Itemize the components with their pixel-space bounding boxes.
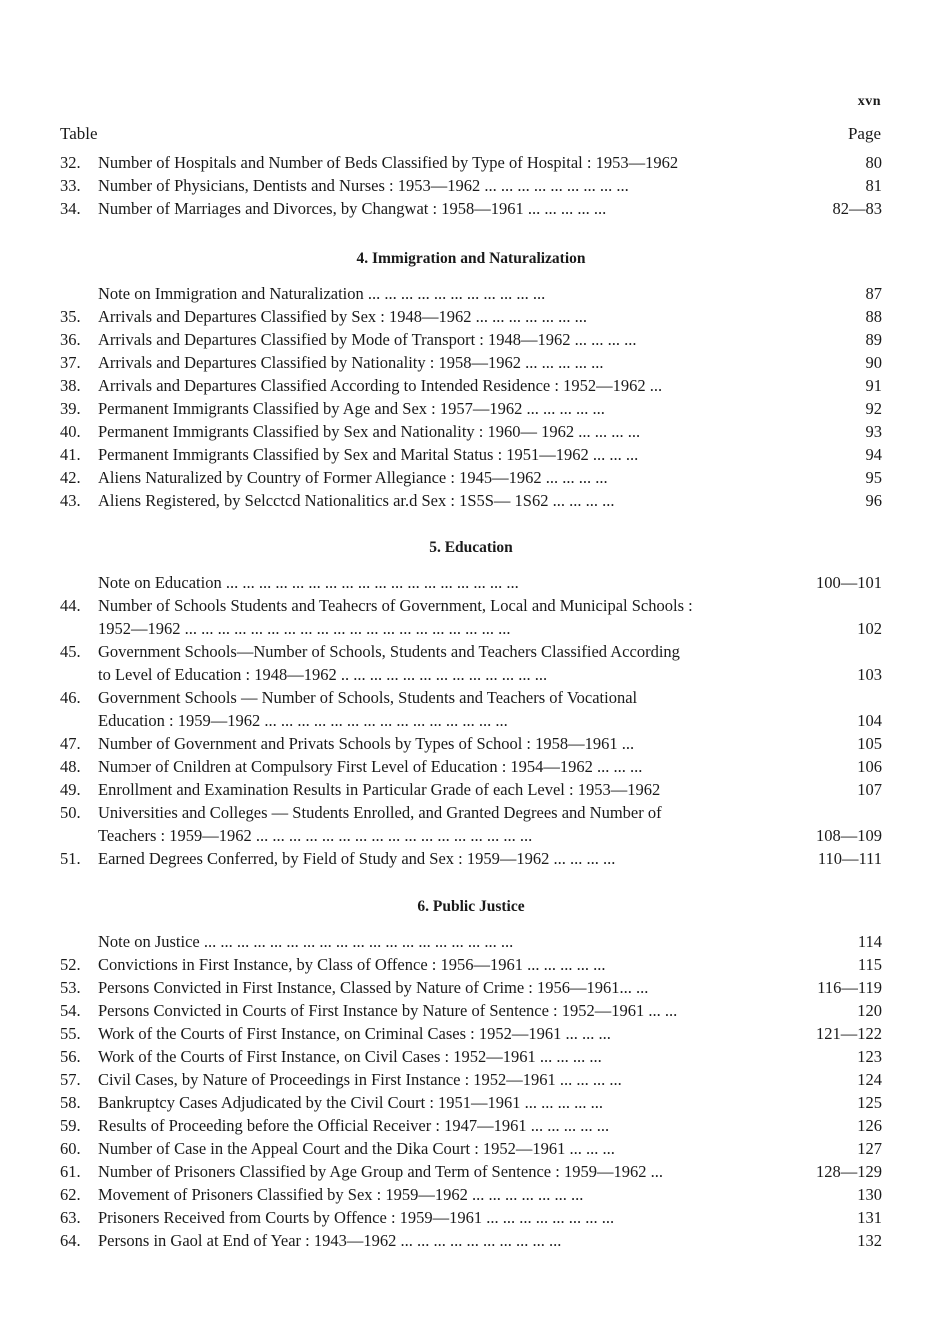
table-number: 42.: [60, 468, 81, 487]
table-title: Work of the Courts of First Instance, on Criminal Cases : 1952—1961 ... ... ...: [98, 1024, 611, 1043]
page-number: 92: [865, 399, 882, 418]
page-number: 126: [857, 1116, 882, 1135]
page-number: 93: [865, 422, 882, 441]
table-number: 49.: [60, 780, 81, 799]
table-number: 46.: [60, 688, 81, 707]
toc-entry-row: [60, 709, 882, 732]
table-title: Aliens Registered, by Selcctcd Nationalitics ar.d Sex : 1S5S— 1S62 ... ... ... ...: [98, 491, 615, 510]
toc-entry-row: [60, 328, 882, 351]
table-title: Note on Justice ... ... ... ... ... ... ... ... ... ... ... ... ... ... ... ... ... ... ...: [98, 932, 514, 951]
page-number: 108—109: [816, 826, 882, 845]
table-number: 43.: [60, 491, 81, 510]
table-title: Number of Marriages and Divorces, by Changwat : 1958—1961 ... ... ... ... ...: [98, 199, 607, 218]
table-number: [60, 571, 98, 594]
table-number: 35.: [60, 307, 81, 326]
toc-entry-row: [60, 1206, 882, 1229]
table-title: Aliens Naturalized by Country of Former Allegiance : 1945—1962 ... ... ... ...: [98, 468, 608, 487]
page-number: 131: [857, 1208, 882, 1227]
table-number: 64.: [60, 1231, 81, 1250]
table-number: 57.: [60, 1070, 81, 1089]
page-number: 91: [865, 376, 882, 395]
toc-entry-row: [60, 1022, 882, 1045]
toc-entry-row: [60, 351, 882, 374]
table-number: [60, 663, 98, 686]
table-number: 41.: [60, 445, 81, 464]
table-number: 59.: [60, 1116, 81, 1135]
table-title: Permanent Immigrants Classified by Age and Sex : 1957—1962 ... ... ... ... ...: [98, 399, 605, 418]
table-title: Number of Case in the Appeal Court and the Dika Court : 1952—1961 ... ... ...: [98, 1139, 615, 1158]
table-title: Persons in Gaol at End of Year : 1943—1962 ... ... ... ... ... ... ... ... ... ...: [98, 1231, 562, 1250]
section-heading: 4. Immigration and Naturalization: [356, 250, 586, 267]
toc-entry-row: [60, 489, 882, 512]
page-number: 82—83: [832, 199, 882, 218]
table-title: Permanent Immigrants Classified by Sex and Nationality : 1960— 1962 ... ... ... ...: [98, 422, 641, 441]
toc-entry-row: [60, 571, 882, 594]
column-header-page: Page: [847, 124, 881, 143]
page-number: 128—129: [816, 1162, 882, 1181]
toc-entry-row: [60, 732, 882, 755]
toc-entry-row: [60, 420, 882, 443]
table-number: [60, 617, 98, 640]
table-number: [60, 930, 98, 953]
table-number: 53.: [60, 978, 81, 997]
page-number: [800, 686, 882, 709]
page-number: 94: [865, 445, 882, 464]
page-number: 104: [857, 711, 882, 730]
contents-block: [60, 571, 882, 870]
page-number: 121—122: [816, 1024, 882, 1043]
table-number: 32.: [60, 153, 81, 172]
table-title: Results of Proceeding before the Official Receiver : 1947—1961 ... ... ... ... ...: [98, 1116, 610, 1135]
table-number: 45.: [60, 642, 81, 661]
table-number: [60, 709, 98, 732]
table-title: Universities and Colleges — Students Enrolled, and Granted Degrees and Number of: [98, 803, 662, 822]
page-number: 95: [865, 468, 882, 487]
page-number: 96: [865, 491, 882, 510]
table-title: Bankruptcy Cases Adjudicated by the Civil Court : 1951—1961 ... ... ... ... ...: [98, 1093, 604, 1112]
table-number: 38.: [60, 376, 81, 395]
toc-entry-row: [60, 1091, 882, 1114]
column-header-table: Table: [60, 124, 98, 143]
toc-entry-row: [60, 999, 882, 1022]
table-number: 50.: [60, 803, 81, 822]
table-title: Arrivals and Departures Classified by Sex : 1948—1962 ... ... ... ... ... ... ...: [98, 307, 587, 326]
page-number: [800, 594, 882, 617]
table-number: 47.: [60, 734, 81, 753]
toc-entry-row: [60, 778, 882, 801]
page-number: 100—101: [816, 573, 882, 592]
table-title: Enrollment and Examination Results in Particular Grade of each Level : 1953—1962: [98, 780, 661, 799]
table-title: Number of Government and Privats Schools by Types of School : 1958—1961 ...: [98, 734, 635, 753]
table-number: 54.: [60, 1001, 81, 1020]
table-number: 44.: [60, 596, 81, 615]
table-number: [60, 282, 98, 305]
toc-entry-row: [60, 197, 882, 220]
contents-block: [60, 151, 882, 220]
table-number: 40.: [60, 422, 81, 441]
page-number: 127: [857, 1139, 882, 1158]
table-title: Arrivals and Departures Classified by Mode of Transport : 1948—1962 ... ... ... ...: [98, 330, 637, 349]
toc-entry-row: [60, 953, 882, 976]
table-title: Education : 1959—1962 ... ... ... ... ... ... ... ... ... ... ... ... ... ... ...: [98, 711, 508, 730]
table-number: 63.: [60, 1208, 81, 1227]
page-number: 106: [857, 757, 882, 776]
toc-entry-row: [60, 1114, 882, 1137]
toc-entry-row: [60, 686, 882, 709]
page-number: 120: [857, 1001, 882, 1020]
table-title: Movement of Prisoners Classified by Sex : 1959—1962 ... ... ... ... ... ... ...: [98, 1185, 584, 1204]
page-number: 124: [857, 1070, 882, 1089]
toc-entry-row: [60, 617, 882, 640]
table-title: Arrivals and Departures Classified According to Intended Residence : 1952—1962 ...: [98, 376, 663, 395]
table-number: 33.: [60, 176, 81, 195]
table-title: Note on Immigration and Naturalization ... ... ... ... ... ... ... ... ... ... ...: [98, 284, 546, 303]
page-number: 89: [865, 330, 882, 349]
toc-entry-row: [60, 594, 882, 617]
column-headers: [60, 124, 881, 144]
page-number: 87: [865, 284, 882, 303]
table-title: Number of Hospitals and Number of Beds Classified by Type of Hospital : 1953—1962: [98, 153, 679, 172]
table-title: Government Schools — Number of Schools, Students and Teachers of Vocational: [98, 688, 638, 707]
page-number: 114: [857, 932, 882, 951]
table-number: 36.: [60, 330, 81, 349]
table-number: 56.: [60, 1047, 81, 1066]
toc-entry-row: [60, 282, 882, 305]
table-number: 62.: [60, 1185, 81, 1204]
toc-entry-row: [60, 1160, 882, 1183]
table-title: Numɔer of Cnildren at Compulsory First Level of Education : 1954—1962 ... ... ...: [98, 757, 643, 776]
contents-block: [60, 930, 882, 1252]
page-number: [800, 801, 882, 824]
table-title: Teachers : 1959—1962 ... ... ... ... ... ... ... ... ... ... ... ... ... ... ... ... ...: [98, 826, 533, 845]
page-number: 107: [857, 780, 882, 799]
page-number: 88: [865, 307, 882, 326]
toc-entry-row: [60, 151, 882, 174]
table-title: Number of Physicians, Dentists and Nurses : 1953—1962 ... ... ... ... ... ... ... ... ...: [98, 176, 629, 195]
page-number: 81: [865, 176, 882, 195]
table-number: 52.: [60, 955, 81, 974]
page-number: 90: [865, 353, 882, 372]
page-number: 110—111: [817, 849, 882, 868]
toc-entry-row: [60, 976, 882, 999]
toc-entry-row: [60, 305, 882, 328]
table-title: Arrivals and Departures Classified by Nationality : 1958—1962 ... ... ... ... ...: [98, 353, 604, 372]
toc-entry-row: [60, 824, 882, 847]
table-title: Government Schools—Number of Schools, Students and Teachers Classified According: [98, 642, 680, 661]
page-roman-numeral: xvn: [857, 94, 881, 109]
table-number: 37.: [60, 353, 81, 372]
table-title: Prisoners Received from Courts by Offence : 1959—1961 ... ... ... ... ... ... ... ...: [98, 1208, 615, 1227]
table-title: Note on Education ... ... ... ... ... ... ... ... ... ... ... ... ... ... ... ... ... ...: [98, 573, 519, 592]
toc-entry-row: [60, 755, 882, 778]
toc-entry-row: [60, 1137, 882, 1160]
toc-entry-row: [60, 1229, 882, 1252]
table-title: Persons Convicted in Courts of First Instance by Nature of Sentence : 1952—1961 ... ...: [98, 1001, 678, 1020]
table-title: 1952—1962 ... ... ... ... ... ... ... ... ... ... ... ... ... ... ... ... ... ... ... ...: [98, 619, 511, 638]
toc-entry-row: [60, 801, 882, 824]
toc-entry-row: [60, 663, 882, 686]
page-number: 130: [857, 1185, 882, 1204]
toc-entry-row: [60, 1183, 882, 1206]
table-title: to Level of Education : 1948—1962 .. ... ... ... ... ... ... ... ... ... ... ... ...: [98, 665, 548, 684]
table-title: Work of the Courts of First Instance, on Civil Cases : 1952—1961 ... ... ... ...: [98, 1047, 602, 1066]
toc-entry-row: [60, 397, 882, 420]
toc-entry-row: [60, 1045, 882, 1068]
toc-entry-row: [60, 466, 882, 489]
page-number: 80: [865, 153, 882, 172]
page-number: 115: [857, 955, 882, 974]
page-number: 123: [857, 1047, 882, 1066]
toc-entry-row: [60, 174, 882, 197]
table-number: 61.: [60, 1162, 81, 1181]
table-title: Earned Degrees Conferred, by Field of Study and Sex : 1959—1962 ... ... ... ...: [98, 849, 616, 868]
table-number: 51.: [60, 849, 81, 868]
table-title: Number of Schools Students and Teahecrs of Government, Local and Municipal Schools :: [98, 596, 693, 615]
page-number: [800, 640, 882, 663]
table-number: 60.: [60, 1139, 81, 1158]
table-number: 58.: [60, 1093, 81, 1112]
table-number: 39.: [60, 399, 81, 418]
section-heading: 5. Education: [429, 539, 513, 556]
page-number: 105: [857, 734, 882, 753]
table-title: Number of Prisoners Classified by Age Group and Term of Sentence : 1959—1962 ...: [98, 1162, 663, 1181]
page-number: 125: [857, 1093, 882, 1112]
section-heading: 6. Public Justice: [417, 898, 525, 915]
table-title: Convictions in First Instance, by Class of Offence : 1956—1961 ... ... ... ... ...: [98, 955, 606, 974]
toc-entry-row: [60, 1068, 882, 1091]
toc-entry-row: [60, 847, 882, 870]
toc-entry-row: [60, 374, 882, 397]
table-title: Permanent Immigrants Classified by Sex and Marital Status : 1951—1962 ... ... ...: [98, 445, 639, 464]
toc-entry-row: [60, 443, 882, 466]
toc-entry-row: [60, 640, 882, 663]
toc-entry-row: [60, 930, 882, 953]
page-number: 102: [857, 619, 882, 638]
table-number: [60, 824, 98, 847]
table-title: Civil Cases, by Nature of Proceedings in First Instance : 1952—1961 ... ... ... ...: [98, 1070, 622, 1089]
table-title: Persons Convicted in First Instance, Classed by Nature of Crime : 1956—1961... ...: [98, 978, 649, 997]
table-number: 34.: [60, 199, 81, 218]
table-number: 55.: [60, 1024, 81, 1043]
page-number: 103: [857, 665, 882, 684]
page-number: 132: [857, 1231, 882, 1250]
contents-block: [60, 282, 882, 512]
table-number: 48.: [60, 757, 81, 776]
page-number: 116—119: [817, 978, 882, 997]
